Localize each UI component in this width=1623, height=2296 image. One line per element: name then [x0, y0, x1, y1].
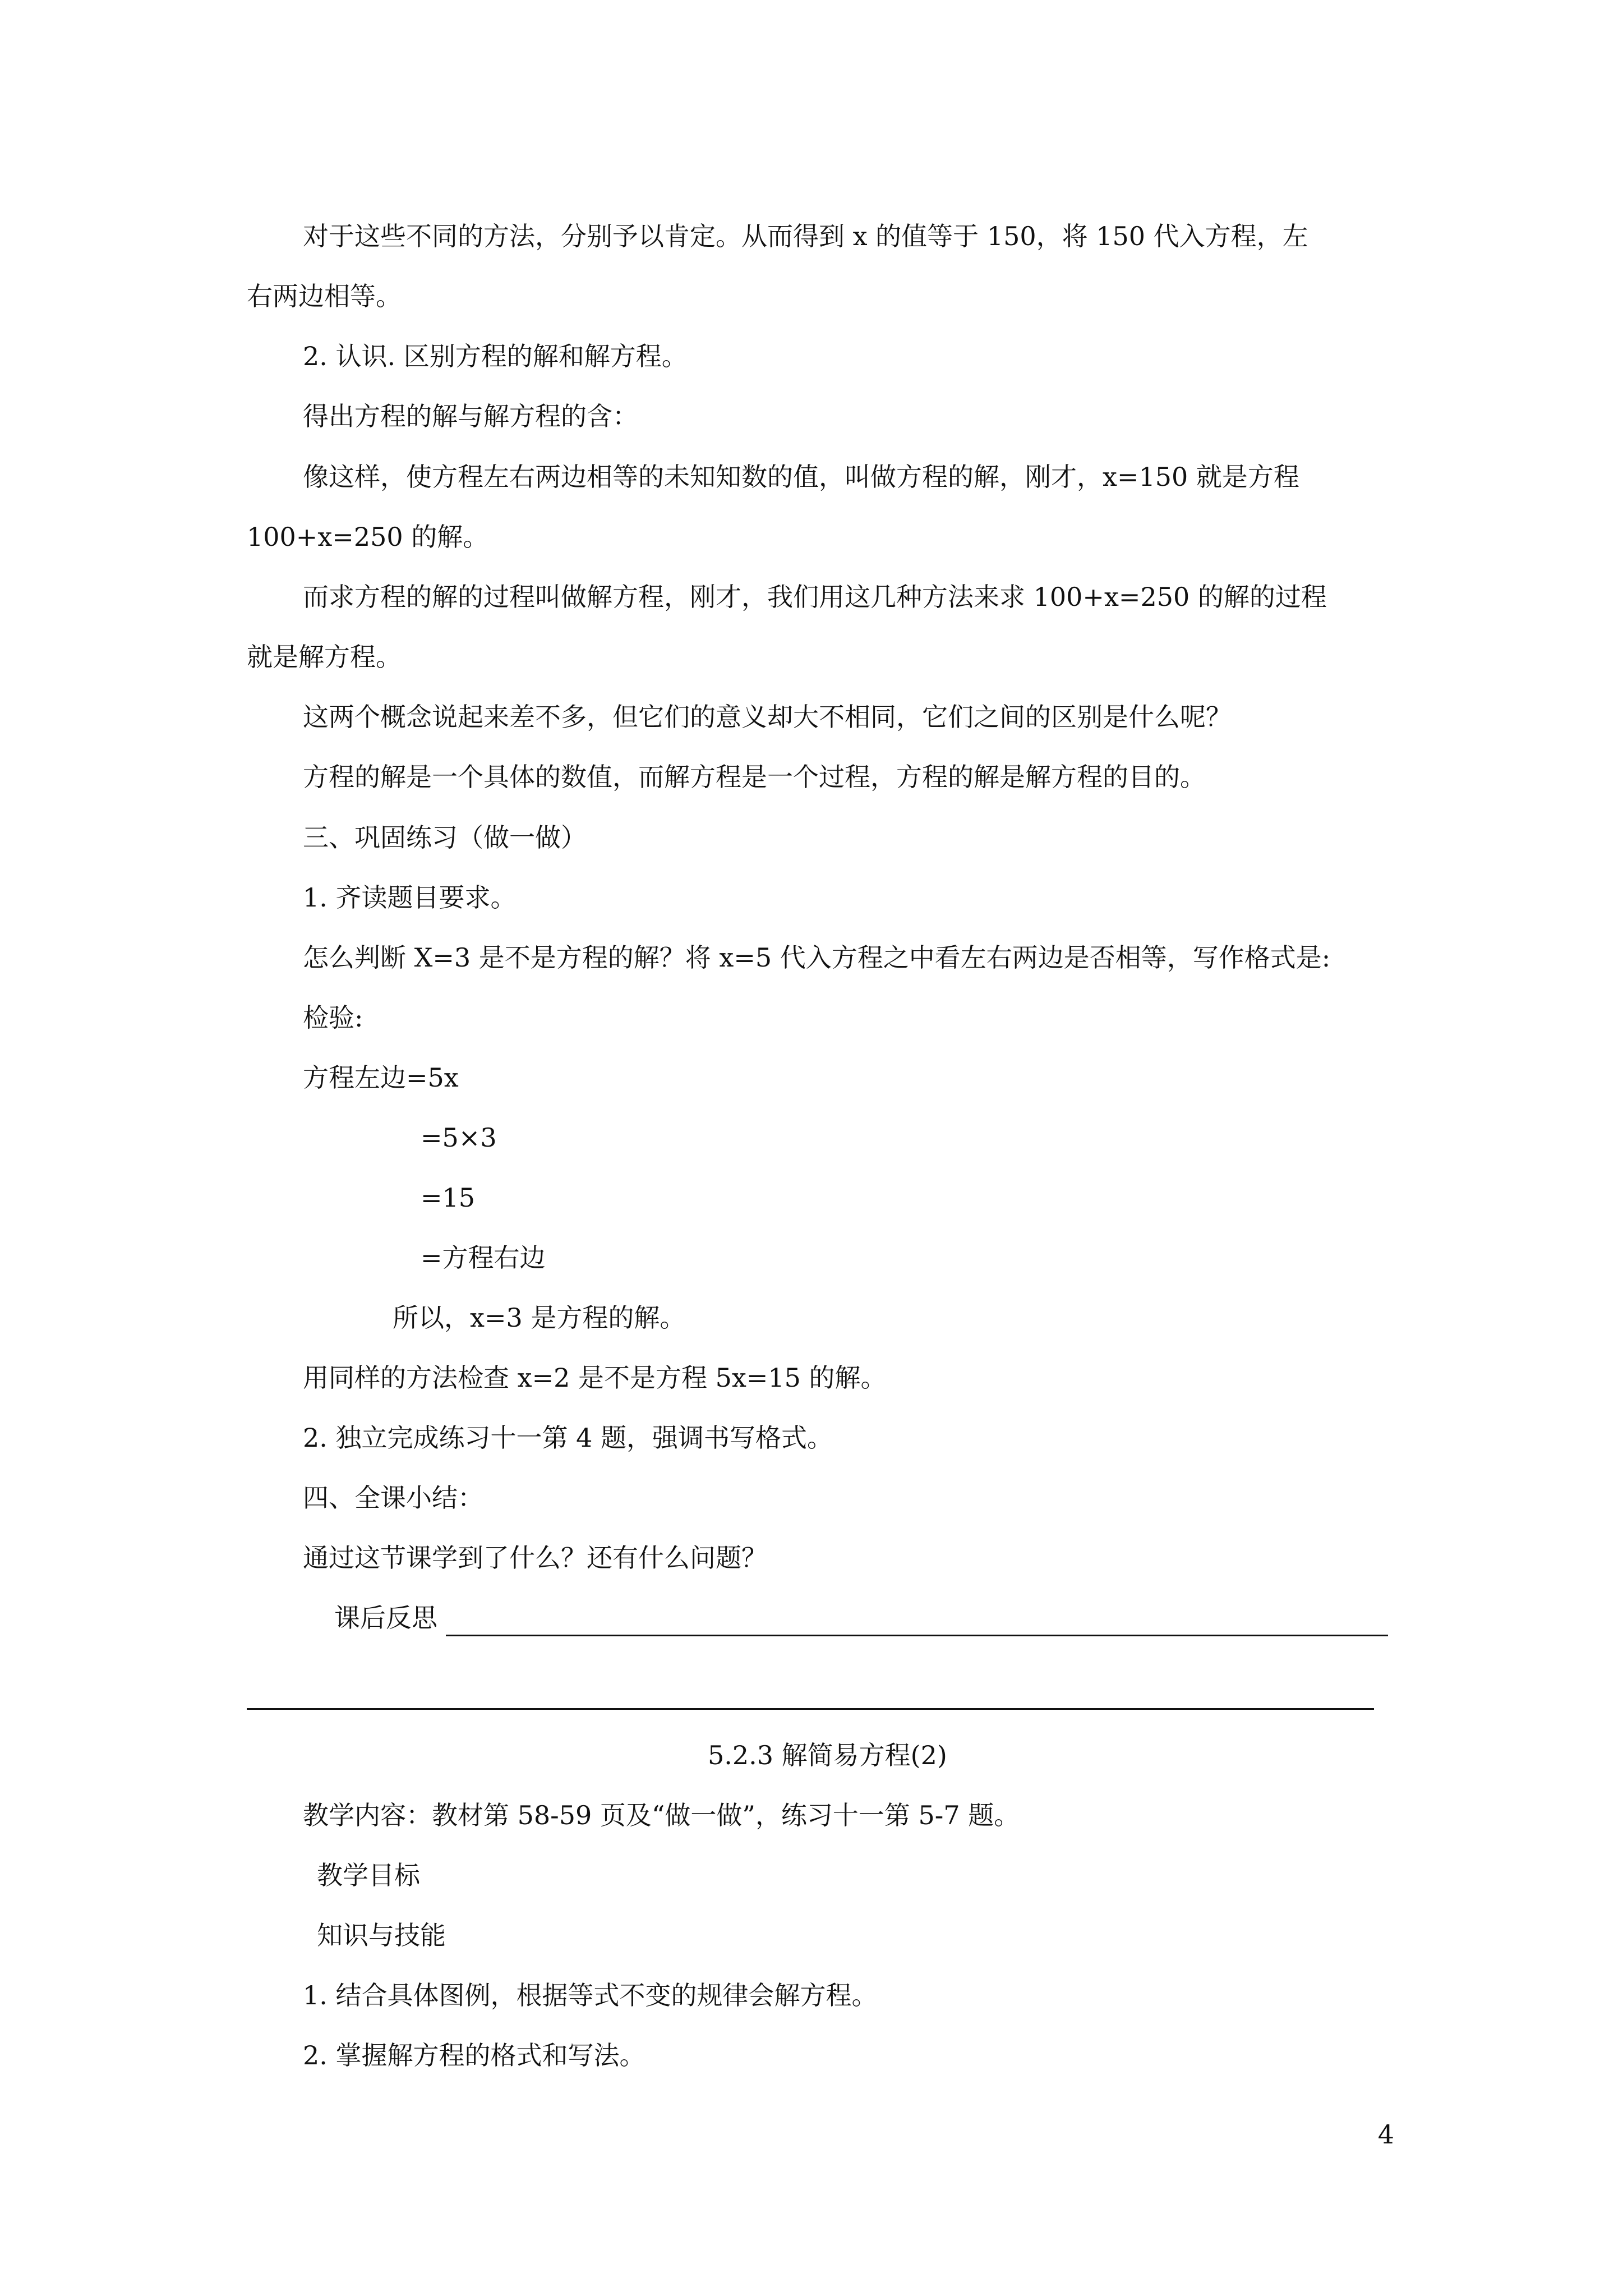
paragraph-line: 2. 独立完成练习十一第 4 题，强调书写格式。	[303, 1423, 833, 1453]
paragraph-line: 教学目标	[317, 1860, 420, 1890]
paragraph-line: 对于这些不同的方法，分别予以肯定。从而得到 x 的值等于 150，将 150 代入方程，左	[303, 221, 1308, 251]
reflection-label: 课后反思	[334, 1603, 437, 1633]
page-number: 4	[1377, 2119, 1394, 2150]
paragraph-line: 100+x=250 的解。	[247, 522, 489, 552]
paragraph-line: 得出方程的解与解方程的含：	[303, 401, 638, 431]
paragraph-line: 方程的解是一个具体的数值，而解方程是一个过程，方程的解是解方程的目的。	[303, 762, 1206, 792]
paragraph-line: 而求方程的解的过程叫做解方程，刚才，我们用这几种方法来求 100+x=250 的解的过程	[303, 582, 1327, 612]
section-heading: 三、巩固练习（做一做）	[303, 822, 587, 853]
equation-line: 方程左边=5x	[303, 1062, 459, 1093]
reflection-blank-line	[446, 1635, 1388, 1636]
paragraph-line: 所以，x=3 是方程的解。	[393, 1303, 686, 1333]
paragraph-line: 就是解方程。	[247, 642, 402, 672]
paragraph-line: 怎么判断 X=3 是不是方程的解？将 x=5 代入方程之中看左右两边是否相等，写作格式是:	[303, 942, 1331, 973]
equation-line: =5×3	[421, 1122, 497, 1153]
paragraph-line: 1. 结合具体图例，根据等式不变的规律会解方程。	[303, 1980, 878, 2010]
section-title: 5.2.3 解简易方程(2)	[708, 1740, 947, 1770]
paragraph-line: 像这样，使方程左右两边相等的未知知数的值，叫做方程的解，刚才，x=150 就是方程	[303, 462, 1299, 492]
equation-line: =方程右边	[421, 1243, 546, 1273]
equation-line: =15	[421, 1182, 476, 1213]
paragraph-line: 通过这节课学到了什么？还有什么问题？	[303, 1543, 767, 1573]
paragraph-line: 这两个概念说起来差不多，但它们的意义却大不相同，它们之间的区别是什么呢？	[303, 702, 1232, 732]
paragraph-line: 右两边相等。	[247, 281, 402, 311]
paragraph-line: 2. 认识. 区别方程的解和解方程。	[303, 341, 688, 371]
paragraph-line: 知识与技能	[317, 1920, 446, 1950]
paragraph-line: 用同样的方法检查 x=2 是不是方程 5x=15 的解。	[303, 1363, 887, 1393]
paragraph-line: 1. 齐读题目要求。	[303, 882, 517, 913]
paragraph-line: 教学内容：教材第 58-59 页及“做一做”，练习十一第 5-7 题。	[303, 1800, 1020, 1830]
section-divider	[247, 1708, 1374, 1710]
paragraph-line: 2. 掌握解方程的格式和写法。	[303, 2040, 645, 2070]
paragraph-line: 检验:	[303, 1002, 363, 1033]
section-heading: 四、全课小结：	[303, 1483, 483, 1513]
